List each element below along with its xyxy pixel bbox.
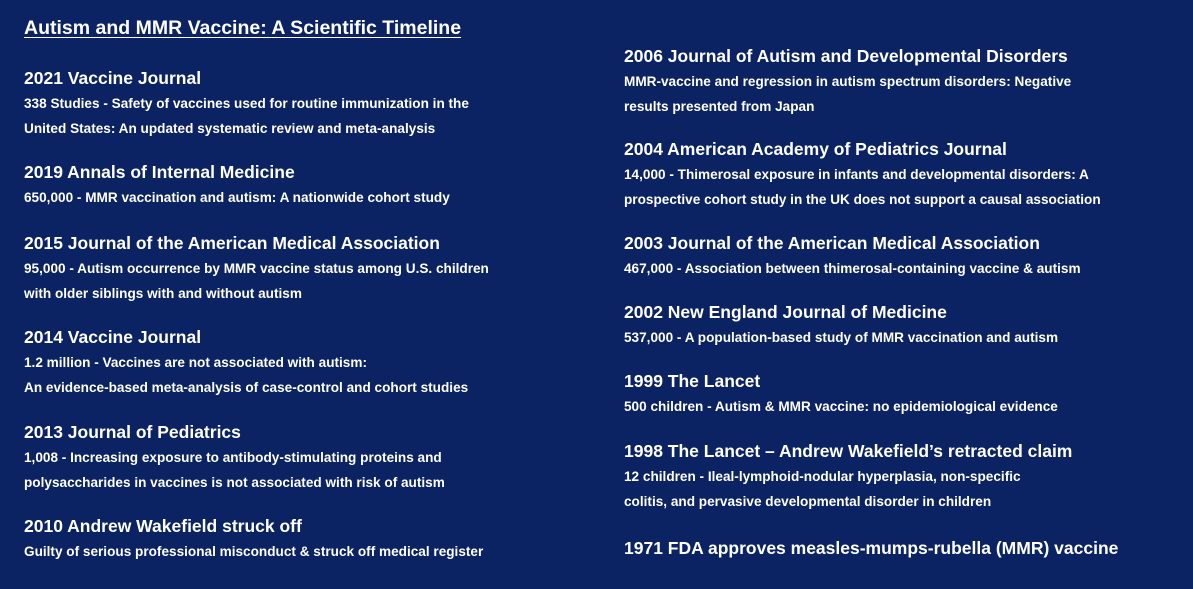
entry-heading: 2021 Vaccine Journal xyxy=(24,68,202,88)
timeline-entry-2019 xyxy=(24,161,594,210)
entry-description xyxy=(624,256,1184,281)
entry-line: 95,000 - Autism occurrence by MMR vaccine status among U.S. children xyxy=(24,261,489,276)
timeline-entry-2013 xyxy=(24,421,594,495)
timeline-entry-2006 xyxy=(624,45,1184,119)
entry-heading: 2004 American Academy of Pediatrics Journal xyxy=(624,139,1007,159)
entry-line: colitis, and pervasive developmental disorder in children xyxy=(624,494,992,509)
entry-line: An evidence-based meta-analysis of case-control and cohort studies xyxy=(24,380,469,395)
entry-line: United States: An updated systematic review and meta-analysis xyxy=(24,121,436,136)
timeline-entry-2014 xyxy=(24,326,594,400)
entry-description xyxy=(24,185,594,210)
entry-line: polysaccharides in vaccines is not associated with risk of autism xyxy=(24,475,445,490)
entry-heading: 2010 Andrew Wakefield struck off xyxy=(24,516,302,536)
timeline-entry-2003 xyxy=(624,232,1184,281)
entry-heading: 2019 Annals of Internal Medicine xyxy=(24,162,295,182)
entry-description xyxy=(624,325,1184,350)
entry-line: 1,008 - Increasing exposure to antibody-stimulating proteins and xyxy=(24,450,442,465)
entry-description xyxy=(624,394,1184,419)
timeline-entry-2021 xyxy=(24,67,594,141)
entry-line: 500 children - Autism & MMR vaccine: no epidemiological evidence xyxy=(624,399,1058,414)
entry-line: with older siblings with and without autism xyxy=(24,286,302,301)
entry-line: 12 children - Ileal-lymphoid-nodular hyperplasia, non-specific xyxy=(624,469,1021,484)
entry-line: 537,000 - A population-based study of MMR vaccination and autism xyxy=(624,330,1059,345)
entry-description xyxy=(624,464,1184,514)
entry-line: 650,000 - MMR vaccination and autism: A nationwide cohort study xyxy=(24,190,450,205)
timeline-entry-2002 xyxy=(624,301,1184,350)
entry-description xyxy=(624,69,1184,119)
entry-line: 338 Studies - Safety of vaccines used for routine immunization in the xyxy=(24,96,469,111)
entry-line: prospective cohort study in the UK does not support a causal association xyxy=(624,192,1101,207)
timeline-entry-1998 xyxy=(624,440,1184,514)
entry-heading: 1999 The Lancet xyxy=(624,371,761,391)
timeline-entry-1971 xyxy=(624,537,1184,559)
entry-line: Guilty of serious professional misconduct & struck off medical register xyxy=(24,544,484,559)
timeline-entry-2015 xyxy=(24,232,594,306)
entry-heading: 2015 Journal of the American Medical Association xyxy=(24,233,440,253)
entry-description xyxy=(24,539,594,564)
entry-line: 467,000 - Association between thimerosal-containing vaccine & autism xyxy=(624,261,1081,276)
timeline-entry-1999 xyxy=(624,370,1184,419)
entry-description xyxy=(24,91,594,141)
entry-heading: 2006 Journal of Autism and Developmental Disorders xyxy=(624,46,1068,66)
entry-line: results presented from Japan xyxy=(624,99,815,114)
entry-description xyxy=(24,445,594,495)
entry-description xyxy=(24,350,594,400)
entry-heading: 2003 Journal of the American Medical Association xyxy=(624,233,1040,253)
entry-heading: 1971 FDA approves measles-mumps-rubella (MMR) vaccine xyxy=(624,538,1119,558)
page-title: Autism and MMR Vaccine: A Scientific Timeline xyxy=(24,17,462,39)
entry-line: 1.2 million - Vaccines are not associated with autism: xyxy=(24,355,367,370)
entry-heading: 2013 Journal of Pediatrics xyxy=(24,422,241,442)
entry-description xyxy=(24,256,594,306)
entry-heading: 2002 New England Journal of Medicine xyxy=(624,302,947,322)
timeline-entry-2010 xyxy=(24,515,594,564)
entry-line: MMR-vaccine and regression in autism spectrum disorders: Negative xyxy=(624,74,1072,89)
entry-line: 14,000 - Thimerosal exposure in infants and developmental disorders: A xyxy=(624,167,1089,182)
entry-heading: 1998 The Lancet – Andrew Wakefield’s retracted claim xyxy=(624,441,1073,461)
timeline-entry-2004 xyxy=(624,138,1184,212)
entry-description xyxy=(624,162,1184,212)
entry-heading: 2014 Vaccine Journal xyxy=(24,327,202,347)
